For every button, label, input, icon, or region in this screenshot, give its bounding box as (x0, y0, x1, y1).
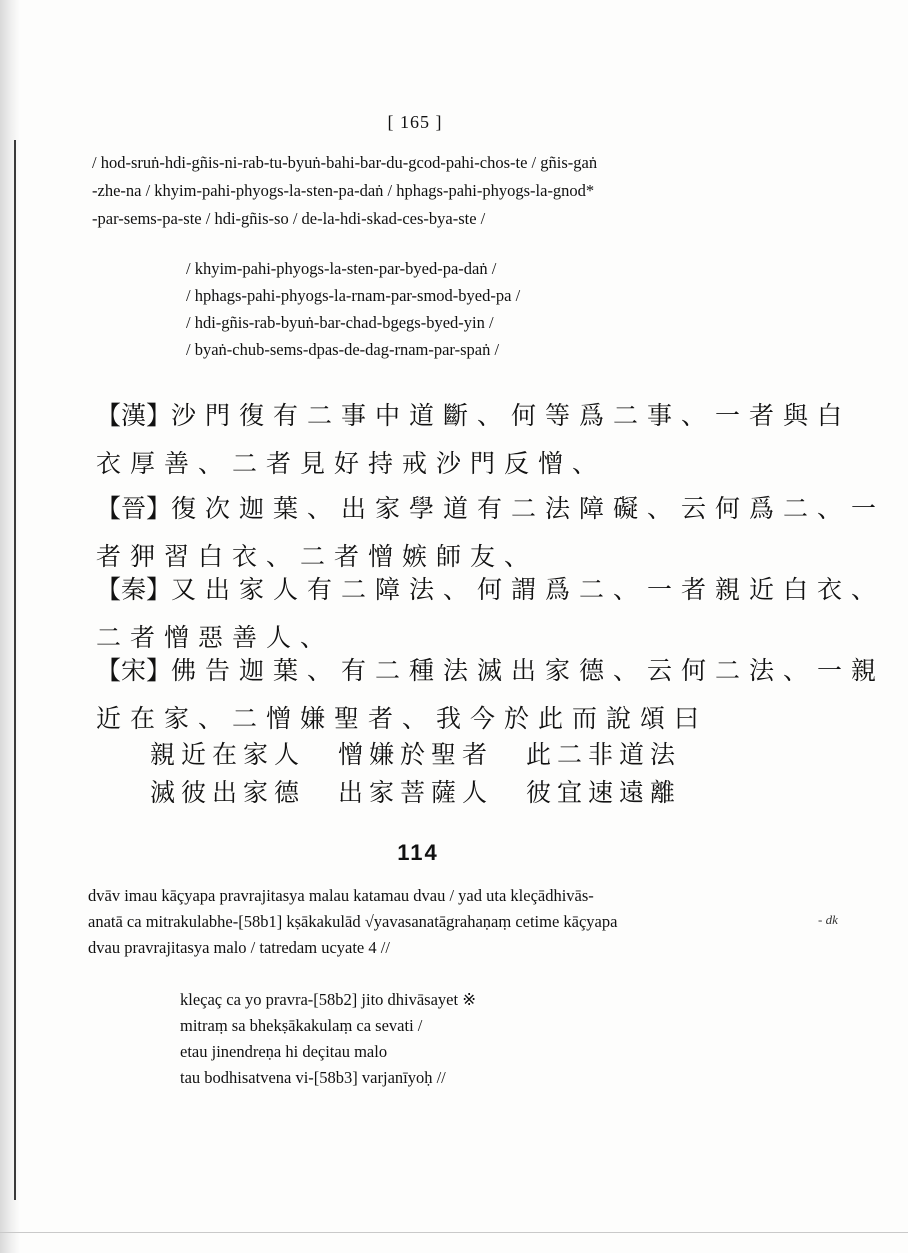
version-label-qin: 【秦】 (96, 575, 172, 604)
page-bottom-edge (0, 1232, 908, 1233)
version-label-han: 【漢】 (96, 401, 172, 430)
sanskrit-prose-line-2: anatā ca mitrakulabhe-[58b1] kṣākakulād √yavasanatāgrahaṇaṃ cetime kāçyapa (88, 912, 618, 931)
jin-line-1: 復次迦葉、出家學道有二法障礙、云何爲二、一 (171, 494, 886, 523)
chinese-version-han (96, 392, 851, 488)
version-label-jin: 【晉】 (96, 494, 172, 523)
han-line-2: 衣厚善、二者見好持戒沙門反憎、 (96, 449, 607, 478)
sanskrit-verse-line-3: etau jinendreṇa hi deçitau malo (180, 1042, 388, 1061)
chinese-version-song (96, 647, 885, 743)
verse-1-line-2: 滅彼出家德 (150, 778, 306, 807)
binding-shadow (0, 0, 20, 1253)
sanskrit-prose-line-1: dvāv imau kāçyapa pravrajitasya malau katamau dvau / yad uta kleçādhivās- (88, 886, 594, 905)
verse-1-line-1: 親近在家人 (150, 740, 306, 769)
tibetan-prose-line-2: -zhe-na / khyim-pahi-phyogs-la-sten-pa-daṅ / hphags-pahi-phyogs-la-gnod* (92, 181, 595, 200)
tibetan-prose-line-1: / hod-sruṅ-hdi-gñis-ni-rab-tu-byuṅ-bahi-bar-du-gcod-pahi-chos-te / gñis-gaṅ (92, 153, 598, 172)
sanskrit-verse-line-1: kleçaç ca yo pravra-[58b2] jito dhivāsayet ※ (180, 990, 477, 1009)
sanskrit-verse-line-2: mitraṃ sa bhekṣākakulaṃ ca sevati / (180, 1016, 423, 1035)
sanskrit-prose-line-3: dvau pravrajitasya malo / tatredam ucyate 4 // (88, 938, 390, 957)
tibetan-prose-line-3: -par-sems-pa-ste / hdi-gñis-so / de-la-hdi-skad-ces-bya-ste / (92, 209, 486, 228)
qin-line-1: 又出家人有二障法、何謂爲二、一者親近白衣、 (171, 575, 886, 604)
qin-line-2: 二者憎惡善人、 (96, 623, 335, 652)
section-number: 114 (397, 840, 439, 865)
verse-2-line-2: 出家菩薩人 (338, 778, 494, 807)
tibetan-verse-line-2: / hphags-pahi-phyogs-la-rnam-par-smod-byed-pa / (186, 286, 521, 305)
chinese-verse-col-2 (338, 736, 493, 812)
chinese-verse-col-1 (150, 736, 305, 812)
tibetan-verse-line-3: / hdi-gñis-rab-byuṅ-bar-chad-bgegs-byed-yin / (186, 313, 494, 332)
tibetan-verse-line-4: / byaṅ-chub-sems-dpas-de-dag-rnam-par-spaṅ / (186, 340, 500, 359)
handwritten-margin-note: - dk (818, 912, 838, 927)
verse-3-line-1: 此二非道法 (526, 740, 682, 769)
verse-3-line-2: 彼宜速遠離 (526, 778, 682, 807)
jin-line-2: 者狎習白衣、二者憎嫉師友、 (96, 542, 539, 571)
verse-2-line-1: 憎嫌於聖者 (338, 740, 494, 769)
version-label-song: 【宋】 (96, 656, 172, 685)
song-line-2: 近在家、二憎嫌聖者、我今於此而說頌曰 (96, 704, 709, 733)
song-line-1: 佛告迦葉、有二種法滅出家德、云何二法、一親 (171, 656, 886, 685)
sanskrit-verse-line-4: tau bodhisatvena vi-[58b3] varjanīyoḥ // (180, 1068, 446, 1087)
page-number: [ 165 ] (387, 112, 443, 132)
han-line-1: 沙門復有二事中道斷、何等爲二事、一者與白 (171, 401, 852, 430)
chinese-verse-col-3 (526, 736, 681, 812)
tibetan-verse-line-1: / khyim-pahi-phyogs-la-sten-par-byed-pa-daṅ / (186, 259, 497, 278)
binding-edge-line (14, 140, 16, 1200)
